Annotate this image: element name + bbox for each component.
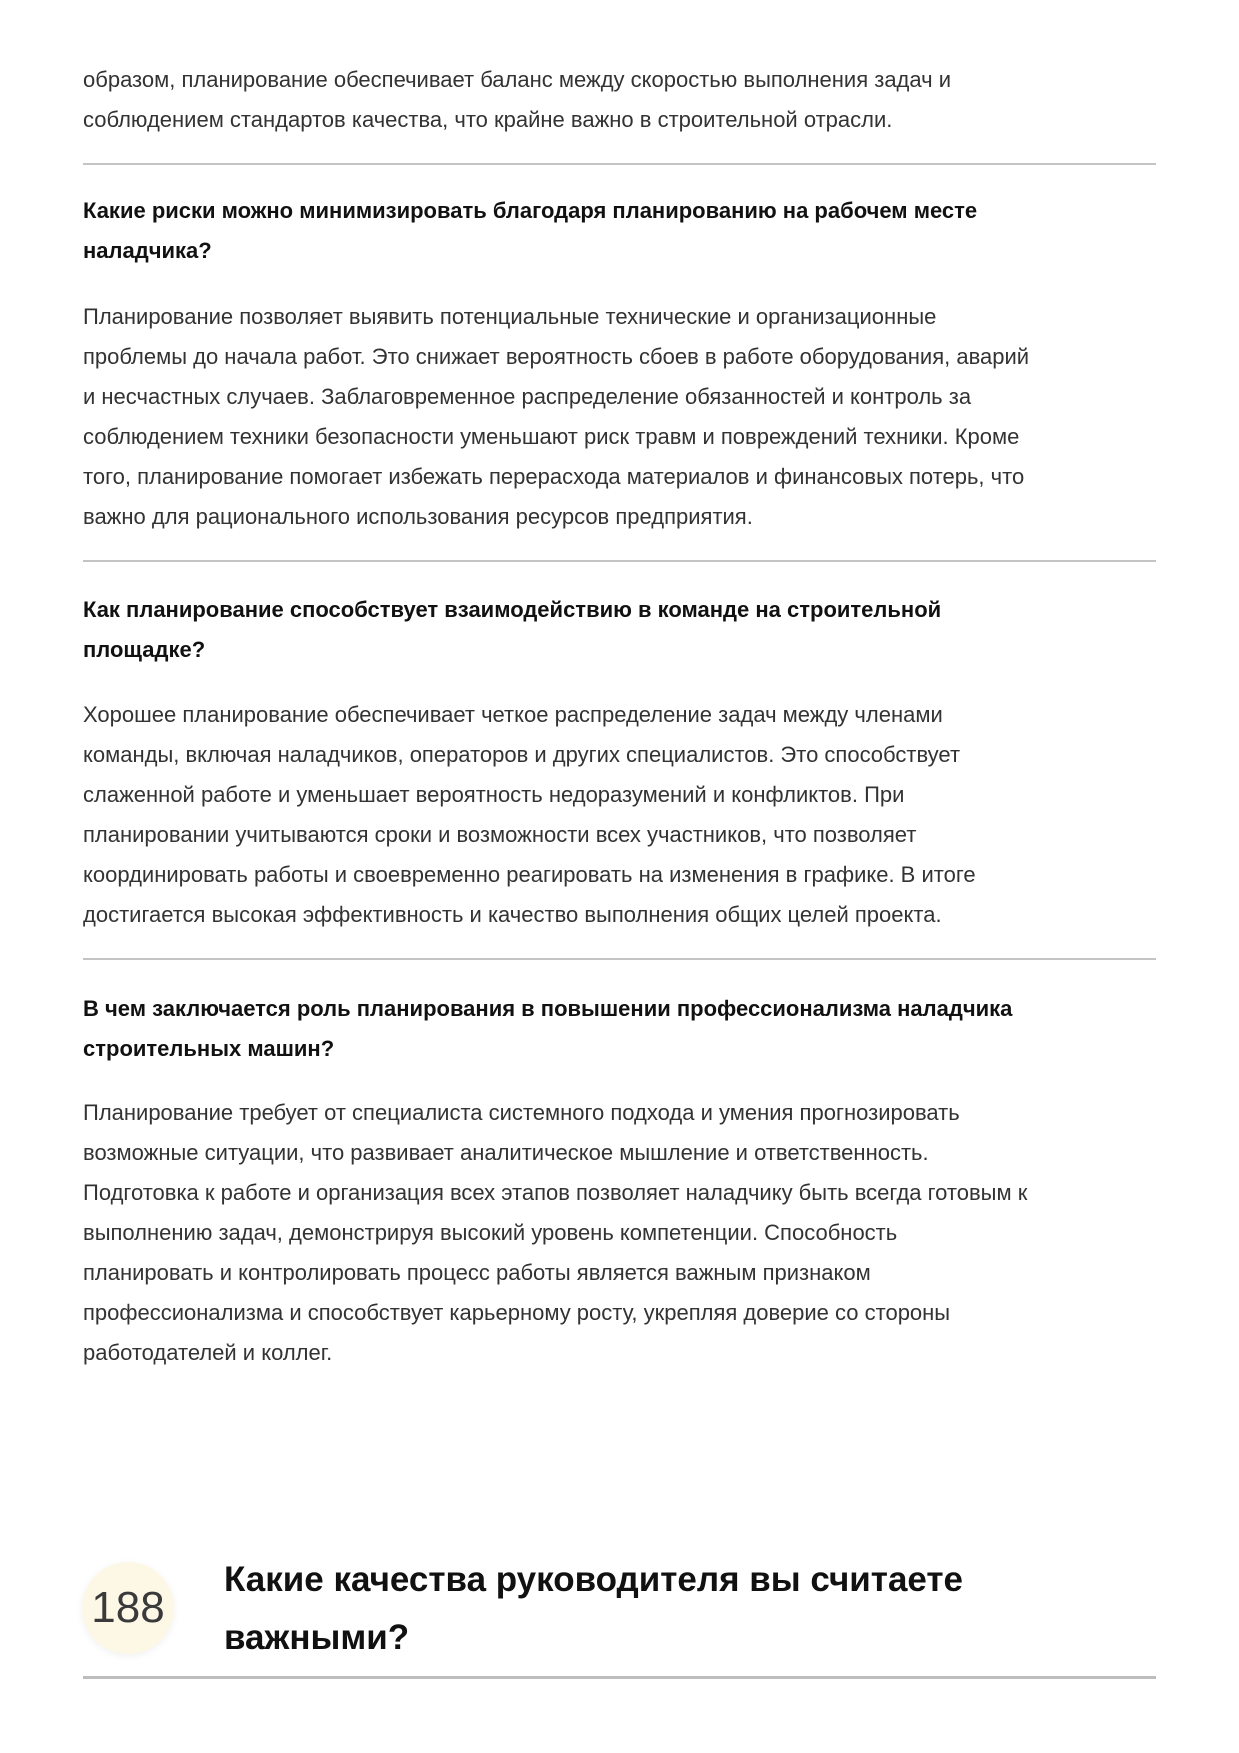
faq-answer-line: слаженной работе и уменьшает вероятность недоразумений и конфликтов. При <box>83 782 905 807</box>
faq-question-line: площадке? <box>83 637 206 662</box>
faq-question-line: строительных машин? <box>83 1036 335 1061</box>
divider <box>83 560 1156 562</box>
faq-question-line: В чем заключается роль планирования в повышении профессионализма наладчика <box>83 996 1013 1021</box>
faq-answer-line: планировать и контролировать процесс работы является важным признаком <box>83 1260 871 1285</box>
faq-answer-line: команды, включая наладчиков, операторов и других специалистов. Это способствует <box>83 742 961 767</box>
faq-answer-line: Подготовка к работе и организация всех этапов позволяет наладчику быть всегда готовым к <box>83 1180 1028 1205</box>
faq-question-line: Какие риски можно минимизировать благодаря планированию на рабочем месте <box>83 198 978 223</box>
faq-answer-line: профессионализма и способствует карьерному росту, укрепляя доверие со стороны <box>83 1300 951 1325</box>
faq-answer-line: того, планирование помогает избежать перерасхода материалов и финансовых потерь, что <box>83 464 1025 489</box>
question-number: 188 <box>91 1583 165 1632</box>
faq-answer-line: планировании учитываются сроки и возможности всех участников, что позволяет <box>83 822 917 847</box>
section-title-line: важными? <box>224 1618 410 1657</box>
faq-answer-line: возможные ситуации, что развивает аналитическое мышление и ответственность. <box>83 1140 929 1165</box>
faq-answer-line: важно для рационального использования ресурсов предприятия. <box>83 504 753 529</box>
faq-answer-line: координировать работы и своевременно реагировать на изменения в графике. В итоге <box>83 862 976 887</box>
faq-question-line: наладчика? <box>83 238 212 263</box>
divider <box>83 958 1156 960</box>
faq-answer-line: и несчастных случаев. Заблаговременное распределение обязанностей и контроль за <box>83 384 972 409</box>
faq-answer-line: работодателей и коллег. <box>83 1340 333 1365</box>
faq-answer-line: проблемы до начала работ. Это снижает вероятность сбоев в работе оборудования, аварий <box>83 344 1030 369</box>
paragraph-line: соблюдением стандартов качества, что крайне важно в строительной отрасли. <box>83 107 893 132</box>
question-number-badge <box>82 1562 174 1654</box>
faq-answer-line: выполнению задач, демонстрируя высокий уровень компетенции. Способность <box>83 1220 898 1245</box>
faq-question-line: Как планирование способствует взаимодействию в команде на строительной <box>83 597 942 622</box>
faq-answer-line: достигается высокая эффективность и качество выполнения общих целей проекта. <box>83 902 942 927</box>
faq-answer-line: Планирование позволяет выявить потенциальные технические и организационные <box>83 304 937 329</box>
paragraph-line: образом, планирование обеспечивает баланс между скоростью выполнения задач и <box>83 67 952 92</box>
divider <box>83 163 1156 165</box>
faq-answer-line: соблюдением техники безопасности уменьшают риск травм и повреждений техники. Кроме <box>83 424 1020 449</box>
faq-answer-line: Планирование требует от специалиста системного подхода и умения прогнозировать <box>83 1100 960 1125</box>
section-title-line: Какие качества руководителя вы считаете <box>224 1560 964 1599</box>
section-divider <box>83 1676 1156 1679</box>
faq-answer-line: Хорошее планирование обеспечивает четкое распределение задач между членами <box>83 702 943 727</box>
